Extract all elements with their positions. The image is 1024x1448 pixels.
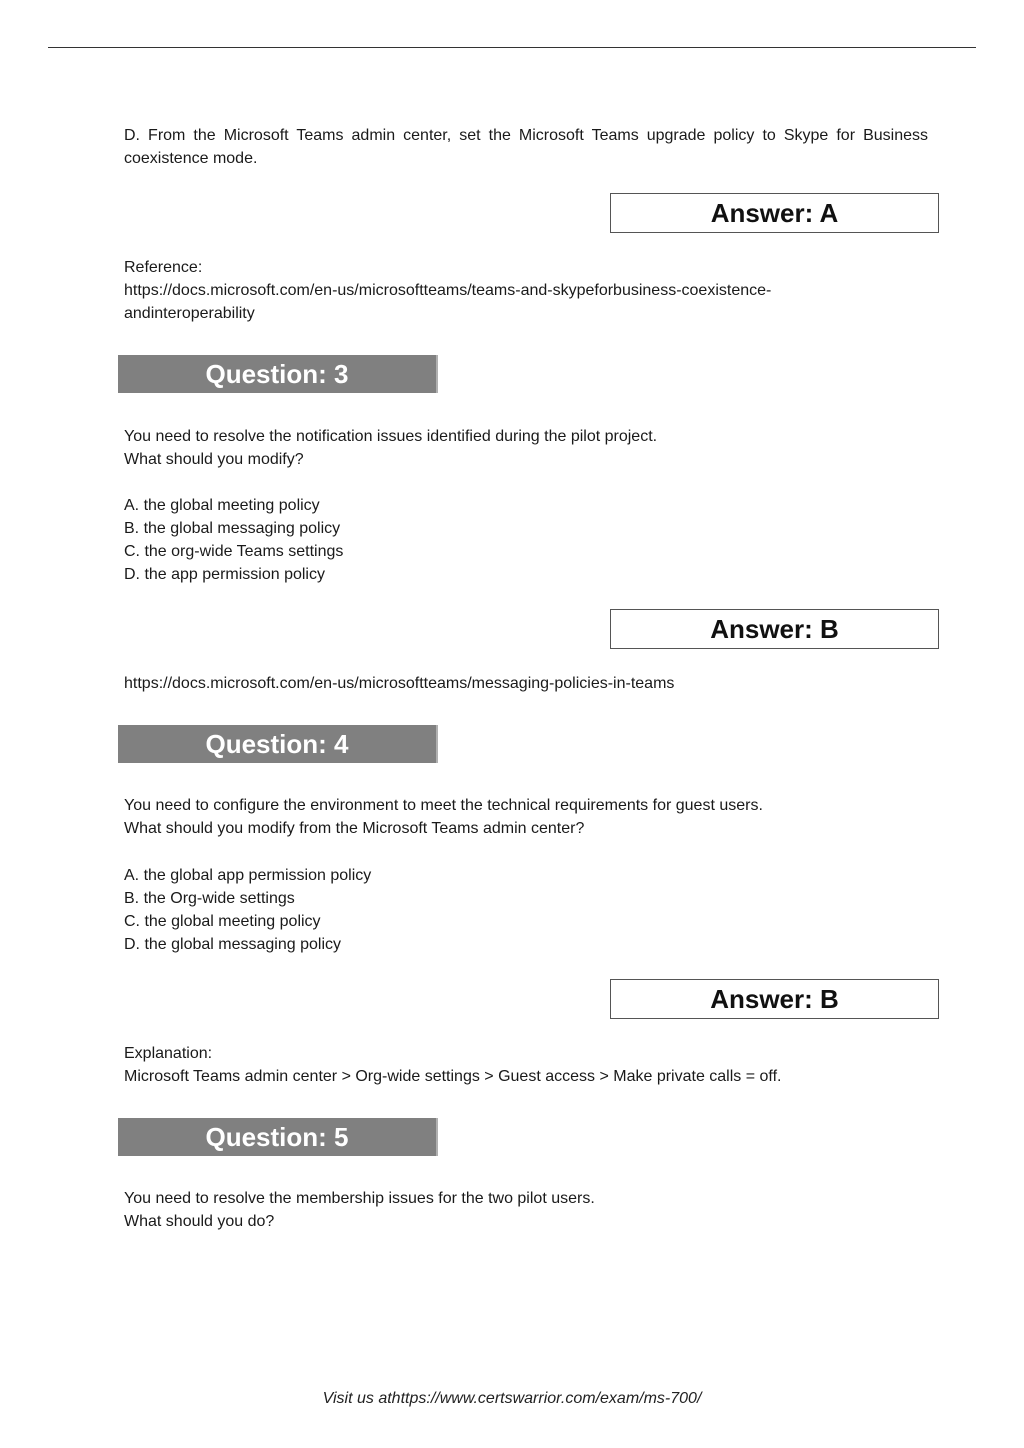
q4-heading: Question: 4 (118, 725, 438, 763)
q3-prompt-line1: You need to resolve the notification issues identified during the pilot project. (124, 428, 658, 445)
q2-answer-box: Answer: A (610, 193, 939, 233)
q2-reference-label: Reference: (124, 259, 203, 276)
q2-option-d: D. From the Microsoft Teams admin center, set the Microsoft Teams upgrade policy to Skype for Business coexistence mode. (124, 127, 928, 167)
q5-prompt-line2: What should you do? (124, 1213, 275, 1230)
q4-explanation-label: Explanation: (124, 1045, 213, 1062)
q4-option-d: D. the global messaging policy (124, 936, 342, 953)
q4-answer-box: Answer: B (610, 979, 939, 1019)
footer-link-text: Visit us athttps://www.certswarrior.com/exam/ms-700/ (322, 1390, 702, 1407)
q3-option-c: C. the org-wide Teams settings (124, 543, 344, 560)
q3-answer-box: Answer: B (610, 609, 939, 649)
q5-heading: Question: 5 (118, 1118, 438, 1156)
q4-prompt-line1: You need to configure the environment to meet the technical requirements for guest users. (124, 797, 763, 814)
q3-heading: Question: 3 (118, 355, 438, 393)
q2-reference-url-line2: andinteroperability (124, 305, 255, 322)
q3-option-b: B. the global messaging policy (124, 520, 341, 537)
q2-reference-url-line1: https://docs.microsoft.com/en-us/microsoftteams/teams-and-skypeforbusiness-coexistence- (124, 282, 772, 299)
q3-reference-url: https://docs.microsoft.com/en-us/microsoftteams/messaging-policies-in-teams (124, 675, 675, 692)
header-rule (48, 47, 976, 48)
q5-prompt-line1: You need to resolve the membership issues for the two pilot users. (124, 1190, 595, 1207)
q3-option-a: A. the global meeting policy (124, 497, 320, 514)
q4-explanation-text: Microsoft Teams admin center > Org-wide settings > Guest access > Make private calls = off. (124, 1068, 782, 1085)
q3-prompt-line2: What should you modify? (124, 451, 304, 468)
q3-option-d: D. the app permission policy (124, 566, 325, 583)
q4-option-b: B. the Org-wide settings (124, 890, 295, 907)
q4-option-a: A. the global app permission policy (124, 867, 372, 884)
q4-option-c: C. the global meeting policy (124, 913, 321, 930)
q4-prompt-line2: What should you modify from the Microsoft Teams admin center? (124, 820, 585, 837)
